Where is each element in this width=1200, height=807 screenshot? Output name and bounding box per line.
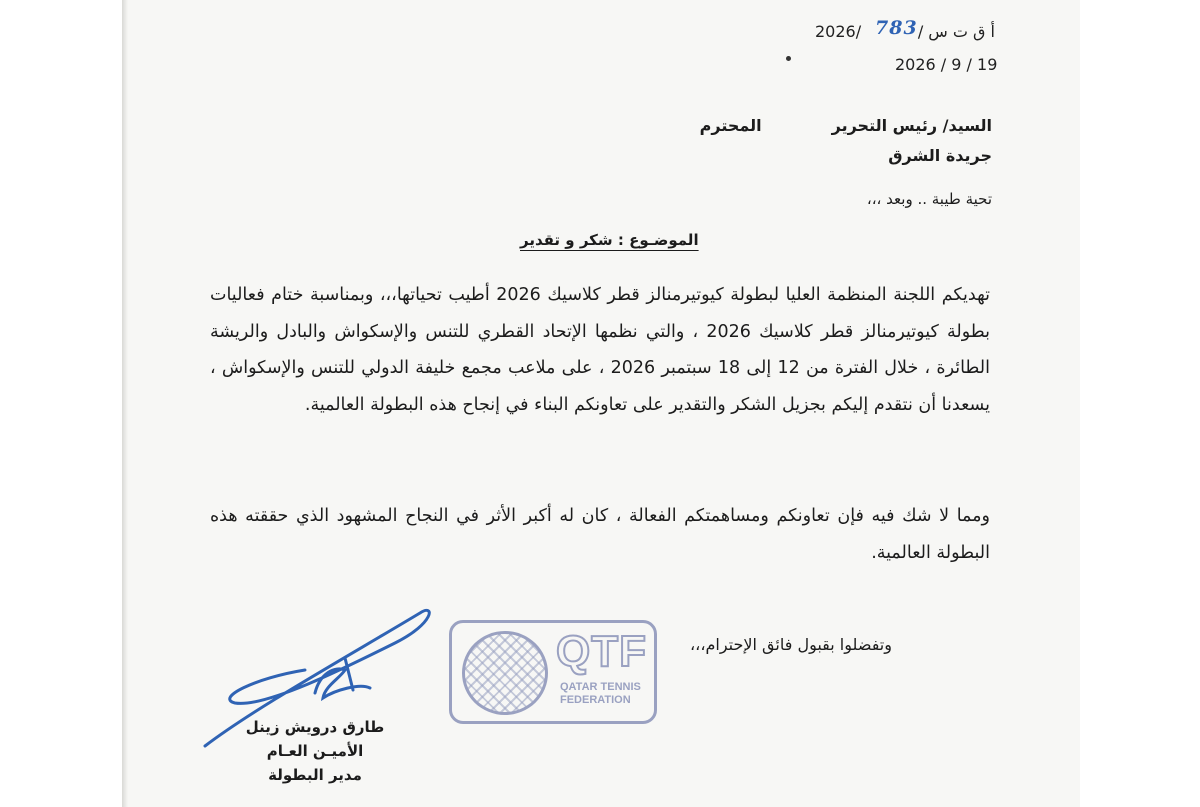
body-paragraph-2: ومما لا شك فيه فإن تعاونكم ومساهمتكم الفعالة ، كان له أكبر الأثر في النجاح المشهود الذي حققته هذه البطولة العالمية. [210, 506, 990, 563]
reference-label: أ ق ت س / [917, 22, 995, 41]
body-paragraph-1: تهديكم اللجنة المنظمة العليا لبطولة كيوتيرمنالز قطر كلاسيك 2026 أطيب تحياتها،،، وبمناسبة ختام فعاليات بطولة كيوتيرمنالز قطر كلاسيك 2026 ، والتي نظمها الإتحاد القطري للتنس والإسكواش والبادل والريشة الطائرة ، خلال الفترة من 12 إلى 18 سبتمبر 2026 ، على ملاعب مجمع خليفة الدولي للتنس والإسكواش ، يسعدنا أن نتقدم إليكم بجزيل الشكر والتقدير على تعاونكم البناء في إنجاح هذه البطولة العالمية. [210, 285, 991, 415]
page-edge [122, 0, 128, 807]
reference-year: 2026/ [815, 22, 862, 41]
closing-line: وتفضلوا بقبول فائق الإحترام،،، [690, 635, 892, 654]
recipient-organization: جريدة الشرق [888, 146, 992, 165]
reference-line [918, 22, 995, 41]
stamp-name-line-2: FEDERATION [560, 694, 631, 706]
stamp-name-line-1: QATAR TENNIS [560, 681, 641, 693]
greeting: تحية طيبة .. وبعد ،،، [866, 190, 992, 208]
ink-dot [786, 56, 791, 61]
federation-stamp [449, 620, 657, 724]
letter-date: 2026 / 9 / 19 [895, 55, 998, 74]
recipient-line [700, 116, 992, 135]
stamp-federation-name [560, 681, 641, 707]
stamp-logo-text: QTF [556, 627, 647, 676]
signatory-name: طارق درويش زينل [245, 718, 385, 736]
subject-line: الموضـوع : شكر و تقدير [520, 231, 699, 249]
signatory-block [230, 715, 400, 787]
signatory-position: الأميـن العـام [266, 742, 364, 760]
globe-logo-icon [462, 631, 548, 715]
recipient-title: السيد/ رئيس التحرير [831, 116, 992, 135]
recipient-honorific: المحترم [699, 116, 762, 135]
signatory-role: مدير البطولة [268, 766, 362, 784]
reference-number: 783 [875, 17, 918, 39]
